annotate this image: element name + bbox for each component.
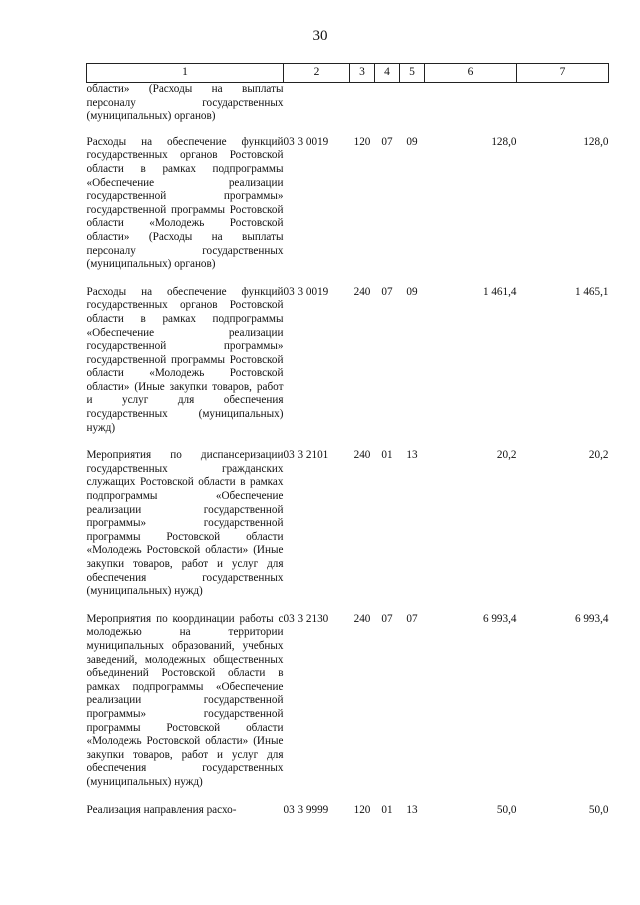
row-subsection: 07 <box>406 612 418 625</box>
row-section: 07 <box>381 612 393 625</box>
row-description: Мероприятия по координации работы с молодежью на территории муниципальных образований, учебных заведений, молодежных общественных объединений Ростовской области в рамках подпрограммы «Обеспечение реализации государственной программы» государственной программы Ростовской области «Молодежь Ростовской области» (Иные закупки товаров, работ и услуг для обеспечения государственных (муниципальных) нужд) <box>86 612 284 788</box>
row-section <box>375 83 400 136</box>
row-expense-type <box>350 83 375 136</box>
row-amount-year1: 6 993,4 <box>482 612 517 625</box>
table-row <box>87 286 609 450</box>
column-header-5: 5 <box>400 64 425 83</box>
row-target-code: 03 3 0019 <box>283 285 329 298</box>
row-subsection: 13 <box>406 449 418 462</box>
row-target-code: 03 3 2101 <box>283 449 329 462</box>
row-target-code: 03 3 9999 <box>283 803 329 816</box>
column-header-2: 2 <box>284 64 350 83</box>
row-description: области» (Расходы на выплаты персоналу государственных (муниципальных) органов) <box>86 83 284 123</box>
row-amount-year2 <box>517 83 609 136</box>
row-section: 07 <box>381 285 393 298</box>
header-row <box>87 64 609 83</box>
budget-table <box>86 63 609 831</box>
column-header-6: 6 <box>425 64 517 83</box>
row-section: 01 <box>381 803 393 816</box>
row-target-code: 03 3 0019 <box>283 135 329 148</box>
column-header-7: 7 <box>517 64 609 83</box>
row-description: Реализация направления расхо- <box>86 803 237 816</box>
row-expense-type: 240 <box>353 285 371 298</box>
table-row <box>87 136 609 286</box>
row-section: 01 <box>381 449 393 462</box>
column-header-3: 3 <box>350 64 375 83</box>
table-row <box>87 804 609 832</box>
page-number: 30 <box>312 28 328 44</box>
row-description: Расходы на обеспечение функций государственных органов Ростовской области в рамках подпрограммы «Обеспечение реализации государственной программы» государственной программы Ростовской области «Молодежь Ростовской области» (Расходы на выплаты персоналу государственных (муниципальных) органов) <box>86 135 284 271</box>
row-description: Мероприятия по диспансеризации государственных гражданских служащих Ростовской области в рамках подпрограммы «Обеспечение реализации государственной программы» государственной программы Ростовской области «Молодежь Ростовской области» (Иные закупки товаров, работ и услуг для обеспечения государственных (муниципальных) нужд) <box>86 449 284 598</box>
row-amount-year2: 1 465,1 <box>574 285 609 298</box>
row-amount-year2: 20,2 <box>588 449 609 462</box>
row-subsection: 13 <box>406 803 418 816</box>
table-row <box>87 83 609 136</box>
row-amount-year1: 50,0 <box>496 803 517 816</box>
row-amount-year1: 20,2 <box>496 449 517 462</box>
row-amount-year2: 128,0 <box>583 135 609 148</box>
row-subsection: 09 <box>406 285 418 298</box>
row-section: 07 <box>381 135 393 148</box>
row-description: Расходы на обеспечение функций государственных органов Ростовской области в рамках подпрограммы «Обеспечение реализации государственной программы» государственной программы Ростовской области «Молодежь Ростовской области» (Иные закупки товаров, работ и услуг для обеспечения государственных (муниципальных) нужд) <box>86 285 284 434</box>
table-row <box>87 449 609 613</box>
row-amount-year2: 50,0 <box>588 803 609 816</box>
row-expense-type: 240 <box>353 612 371 625</box>
row-amount-year1: 128,0 <box>491 135 517 148</box>
row-amount-year1: 1 461,4 <box>482 285 517 298</box>
column-header-4: 4 <box>375 64 400 83</box>
row-subsection: 09 <box>406 135 418 148</box>
table-row <box>87 613 609 804</box>
column-header-1: 1 <box>87 64 284 83</box>
row-amount-year1 <box>425 83 517 136</box>
row-expense-type: 240 <box>353 449 371 462</box>
row-amount-year2: 6 993,4 <box>574 612 609 625</box>
row-subsection <box>400 83 425 136</box>
row-expense-type: 120 <box>353 135 371 148</box>
row-target-code: 03 3 2130 <box>283 612 329 625</box>
row-target-code <box>284 83 350 136</box>
row-expense-type: 120 <box>353 803 371 816</box>
